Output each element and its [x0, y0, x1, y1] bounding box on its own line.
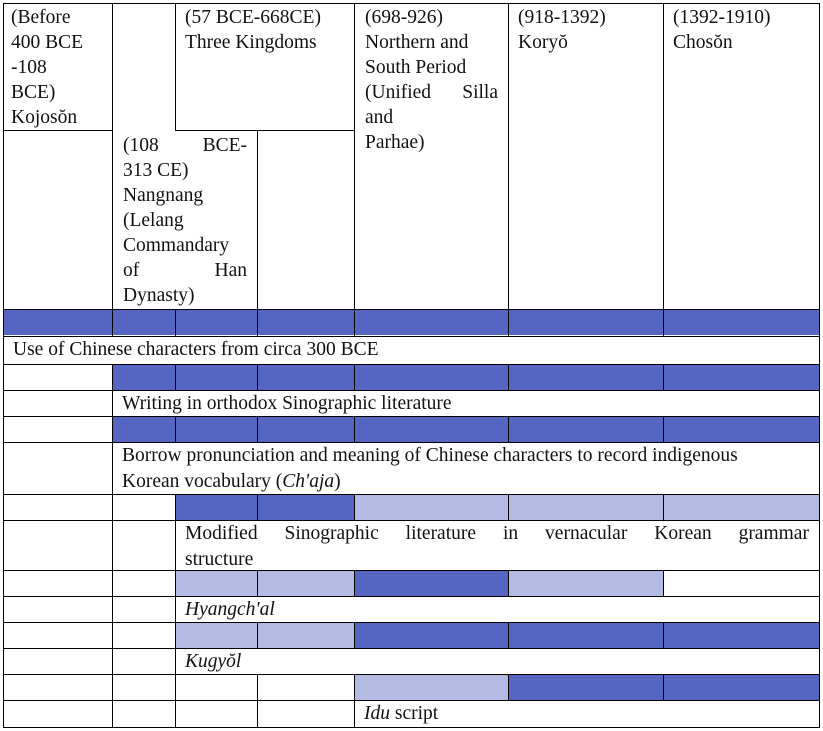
grid-line — [257, 494, 258, 521]
period-bar-1-2 — [112, 309, 175, 335]
period-bar-5-3 — [175, 570, 354, 596]
grid-line — [3, 390, 4, 417]
grid-line — [3, 596, 820, 597]
period-bar-7-3 — [175, 674, 354, 700]
row-4-label-part: in — [502, 523, 519, 544]
period-bar-3-3 — [175, 416, 354, 442]
period-bar-6-6 — [663, 622, 819, 648]
header-nangnang-line-word: of — [123, 260, 140, 281]
grid-line — [3, 520, 4, 571]
grid-line — [819, 364, 820, 391]
grid-line — [819, 416, 820, 443]
grid-line — [508, 494, 509, 521]
period-bar-3-2 — [112, 416, 175, 442]
header-north-south-line — [365, 5, 498, 30]
period-bar-4-1 — [3, 494, 112, 520]
header-north-south-line-word: (Unified — [365, 82, 432, 103]
row-2-label-part: Writing in orthodox Sinographic literature — [122, 393, 452, 414]
grid-line — [354, 700, 355, 728]
grid-line — [257, 309, 258, 336]
row-1-label-part: Use of Chinese characters from circa 300 BCE — [13, 339, 379, 360]
header-nangnang-line — [123, 233, 247, 258]
period-bar-6-4 — [354, 622, 508, 648]
grid-line — [3, 416, 820, 417]
row-7-label-suffix: script — [390, 703, 439, 724]
header-nangnang-line-word: 313 CE) — [123, 160, 189, 181]
period-bar-5-4 — [354, 570, 508, 596]
row-4-label — [185, 547, 809, 572]
header-north-south-line-word: and — [365, 107, 394, 128]
grid-line — [3, 336, 4, 365]
period-bar-4-3 — [175, 494, 354, 520]
period-bar-7-1 — [3, 674, 112, 700]
grid-line — [819, 648, 820, 675]
period-bar-3-4 — [354, 416, 508, 442]
grid-line — [112, 648, 113, 675]
grid-line — [508, 622, 509, 649]
row-3-label — [122, 469, 809, 494]
period-bar-7-4 — [354, 674, 508, 700]
period-bar-7-5 — [508, 674, 663, 700]
grid-line — [819, 700, 820, 728]
period-bar-6-3 — [175, 622, 354, 648]
grid-line — [3, 622, 820, 623]
header-nangnang-line — [123, 208, 247, 233]
header-nangnang-line-word: Commandary — [123, 235, 230, 256]
grid-line — [175, 520, 176, 571]
period-bar-4-5 — [508, 494, 663, 520]
grid-line — [508, 309, 509, 336]
grid-line — [819, 309, 820, 336]
period-bar-4-4 — [354, 494, 508, 520]
grid-line — [175, 309, 176, 336]
grid-line — [819, 494, 820, 521]
grid-line — [819, 596, 820, 623]
grid-line — [819, 3, 820, 309]
grid-line — [175, 648, 176, 675]
grid-line — [663, 674, 664, 701]
header-kojoson-line: -108 — [11, 57, 47, 78]
grid-line — [3, 622, 4, 649]
period-bar-3-1 — [3, 416, 112, 442]
grid-line — [508, 674, 509, 701]
row-3-label-part: ) — [334, 471, 341, 492]
grid-line — [112, 520, 113, 571]
grid-line — [354, 3, 355, 309]
period-bar-5-2 — [112, 570, 175, 596]
period-bar-5-5 — [508, 570, 663, 596]
grid-line — [175, 3, 176, 131]
grid-line — [175, 700, 176, 728]
grid-line — [3, 364, 820, 365]
row-2-label — [122, 391, 809, 416]
grid-line — [3, 570, 820, 571]
period-bar-2-4 — [354, 364, 508, 390]
row-4-label-part: Modified — [185, 523, 258, 544]
grid-line — [112, 674, 113, 701]
grid-line — [112, 494, 113, 521]
grid-line — [819, 520, 820, 571]
grid-line — [508, 570, 509, 597]
row-3-label — [122, 443, 809, 468]
grid-line — [112, 309, 113, 336]
grid-line — [257, 570, 258, 597]
grid-line — [819, 674, 820, 701]
period-bar-4-6 — [663, 494, 819, 520]
period-bar-5-6 — [663, 570, 819, 596]
header-kojoson-line: (Before — [11, 7, 71, 28]
row-4-label-part: vernacular — [545, 523, 628, 544]
header-koryo-line: (918-1392) — [518, 7, 606, 28]
grid-line — [3, 130, 113, 131]
grid-line — [819, 442, 820, 495]
grid-line — [3, 3, 820, 4]
grid-line — [3, 674, 820, 675]
header-three-kingdoms-line: Three Kingdoms — [185, 32, 317, 53]
grid-line — [3, 648, 820, 649]
grid-line — [663, 309, 664, 336]
grid-line — [175, 674, 176, 701]
grid-line — [257, 700, 258, 728]
header-kojoson-line: 400 BCE — [11, 32, 84, 53]
grid-line — [112, 570, 113, 597]
grid-line — [663, 416, 664, 443]
period-bar-4-2 — [112, 494, 175, 520]
grid-line — [112, 390, 113, 417]
row-4-label-part: grammar — [738, 523, 809, 544]
grid-line — [3, 648, 4, 675]
row-6-label — [185, 649, 241, 674]
header-nangnang-line-word: (108 — [123, 135, 159, 156]
grid-line — [819, 390, 820, 417]
grid-line — [3, 3, 4, 309]
header-north-south-line — [365, 130, 498, 155]
grid-line — [257, 416, 258, 443]
grid-line — [257, 130, 258, 309]
header-nangnang-line-word: (Lelang — [123, 210, 184, 231]
grid-line — [175, 416, 176, 443]
grid-line — [3, 494, 4, 521]
grid-line — [3, 309, 820, 310]
header-north-south-line — [365, 105, 498, 130]
row-3-label-part: Ch'aja — [282, 471, 335, 492]
period-bar-2-5 — [508, 364, 663, 390]
header-choson-line: Chosŏn — [673, 32, 733, 53]
grid-line — [112, 364, 113, 391]
row-3-label-part: Borrow pronunciation and meaning of Chinese characters to record indigenous — [122, 445, 738, 466]
row-4-label-part: structure — [185, 549, 254, 570]
period-bar-2-2 — [112, 364, 175, 390]
period-bar-1-3 — [175, 309, 354, 335]
grid-line — [508, 3, 509, 309]
period-bar-3-5 — [508, 416, 663, 442]
grid-line — [175, 494, 176, 521]
grid-line — [3, 442, 4, 495]
grid-line — [3, 416, 4, 443]
grid-line — [112, 700, 113, 728]
header-nangnang-line — [123, 258, 247, 283]
period-bar-1-6 — [663, 309, 819, 335]
grid-line — [257, 364, 258, 391]
header-nangnang-line-word: BCE- — [202, 135, 247, 156]
row-4-label-part: Korean — [654, 523, 712, 544]
grid-line — [354, 364, 355, 391]
row-7-label-term: Idu — [364, 703, 390, 724]
grid-line — [3, 309, 4, 336]
period-bar-2-6 — [663, 364, 819, 390]
row-6-label-term: Kugyŏl — [185, 651, 242, 672]
period-bar-6-1 — [3, 622, 112, 648]
row-4-label-part: Sinographic — [284, 523, 379, 544]
grid-line — [663, 364, 664, 391]
grid-line — [3, 570, 4, 597]
grid-line — [663, 570, 664, 597]
grid-line — [819, 570, 820, 597]
period-bar-2-1 — [3, 364, 112, 390]
header-kojoson-line: Kojosŏn — [11, 107, 78, 128]
header-koryo-line: Koryŏ — [518, 32, 568, 53]
header-north-south-line-word: Silla — [462, 82, 498, 103]
row-7-label — [364, 701, 438, 726]
header-nangnang-line-word: Dynasty) — [123, 285, 195, 306]
grid-line — [3, 727, 820, 728]
grid-line — [175, 596, 176, 623]
period-bar-5-1 — [3, 570, 112, 596]
grid-line — [112, 622, 113, 649]
grid-line — [112, 416, 113, 443]
grid-line — [354, 494, 355, 521]
row-5-label — [185, 597, 275, 622]
row-4-label — [185, 521, 809, 546]
period-bar-1-5 — [508, 309, 663, 335]
grid-line — [175, 570, 176, 597]
period-bar-1-1 — [3, 309, 112, 335]
grid-line — [663, 622, 664, 649]
grid-line — [508, 364, 509, 391]
header-nangnang-line — [123, 283, 247, 308]
header-kojoson-line: BCE) — [11, 82, 56, 103]
header-nangnang-line — [123, 183, 247, 208]
header-nangnang-line-word: Han — [214, 260, 247, 281]
grid-line — [508, 416, 509, 443]
grid-line — [257, 622, 258, 649]
period-bar-1-4 — [354, 309, 508, 335]
grid-line — [3, 596, 4, 623]
header-three-kingdoms-line: (57 BCE-668CE) — [185, 7, 321, 28]
grid-line — [354, 416, 355, 443]
grid-line — [112, 596, 113, 623]
grid-line — [257, 674, 258, 701]
period-bar-6-5 — [508, 622, 663, 648]
grid-line — [354, 570, 355, 597]
grid-line — [354, 309, 355, 336]
row-1-label — [13, 337, 809, 362]
header-north-south-line-word: Northern and — [365, 32, 469, 53]
grid-line — [663, 494, 664, 521]
grid-line — [3, 364, 4, 391]
header-nangnang-line-word: Nangnang — [123, 185, 204, 206]
header-north-south-line-word: (698-926) — [365, 7, 443, 28]
period-bar-2-3 — [175, 364, 354, 390]
row-4-label-part: literature — [405, 523, 477, 544]
period-bar-6-2 — [112, 622, 175, 648]
period-bar-7-2 — [112, 674, 175, 700]
header-north-south-line — [365, 55, 498, 80]
grid-line — [819, 622, 820, 649]
grid-line — [354, 622, 355, 649]
header-north-south-line — [365, 30, 498, 55]
grid-line — [819, 336, 820, 365]
period-bar-7-6 — [663, 674, 819, 700]
header-north-south-line-word: Parhae) — [365, 132, 425, 153]
header-north-south-line-word: South Period — [365, 57, 467, 78]
grid-line — [3, 674, 4, 701]
grid-line — [112, 442, 113, 495]
header-choson-line: (1392-1910) — [673, 7, 771, 28]
grid-line — [175, 130, 355, 131]
grid-line — [3, 494, 820, 495]
header-north-south-line — [365, 80, 498, 105]
row-5-label-term: Hyangch'al — [185, 599, 275, 620]
grid-line — [663, 3, 664, 309]
grid-line — [175, 364, 176, 391]
grid-line — [112, 3, 113, 309]
grid-line — [354, 674, 355, 701]
period-bar-3-6 — [663, 416, 819, 442]
grid-line — [175, 622, 176, 649]
header-nangnang-line — [123, 133, 247, 158]
row-3-label-part: Korean vocabulary ( — [122, 471, 283, 492]
grid-line — [3, 700, 4, 728]
header-nangnang-line — [123, 158, 247, 183]
